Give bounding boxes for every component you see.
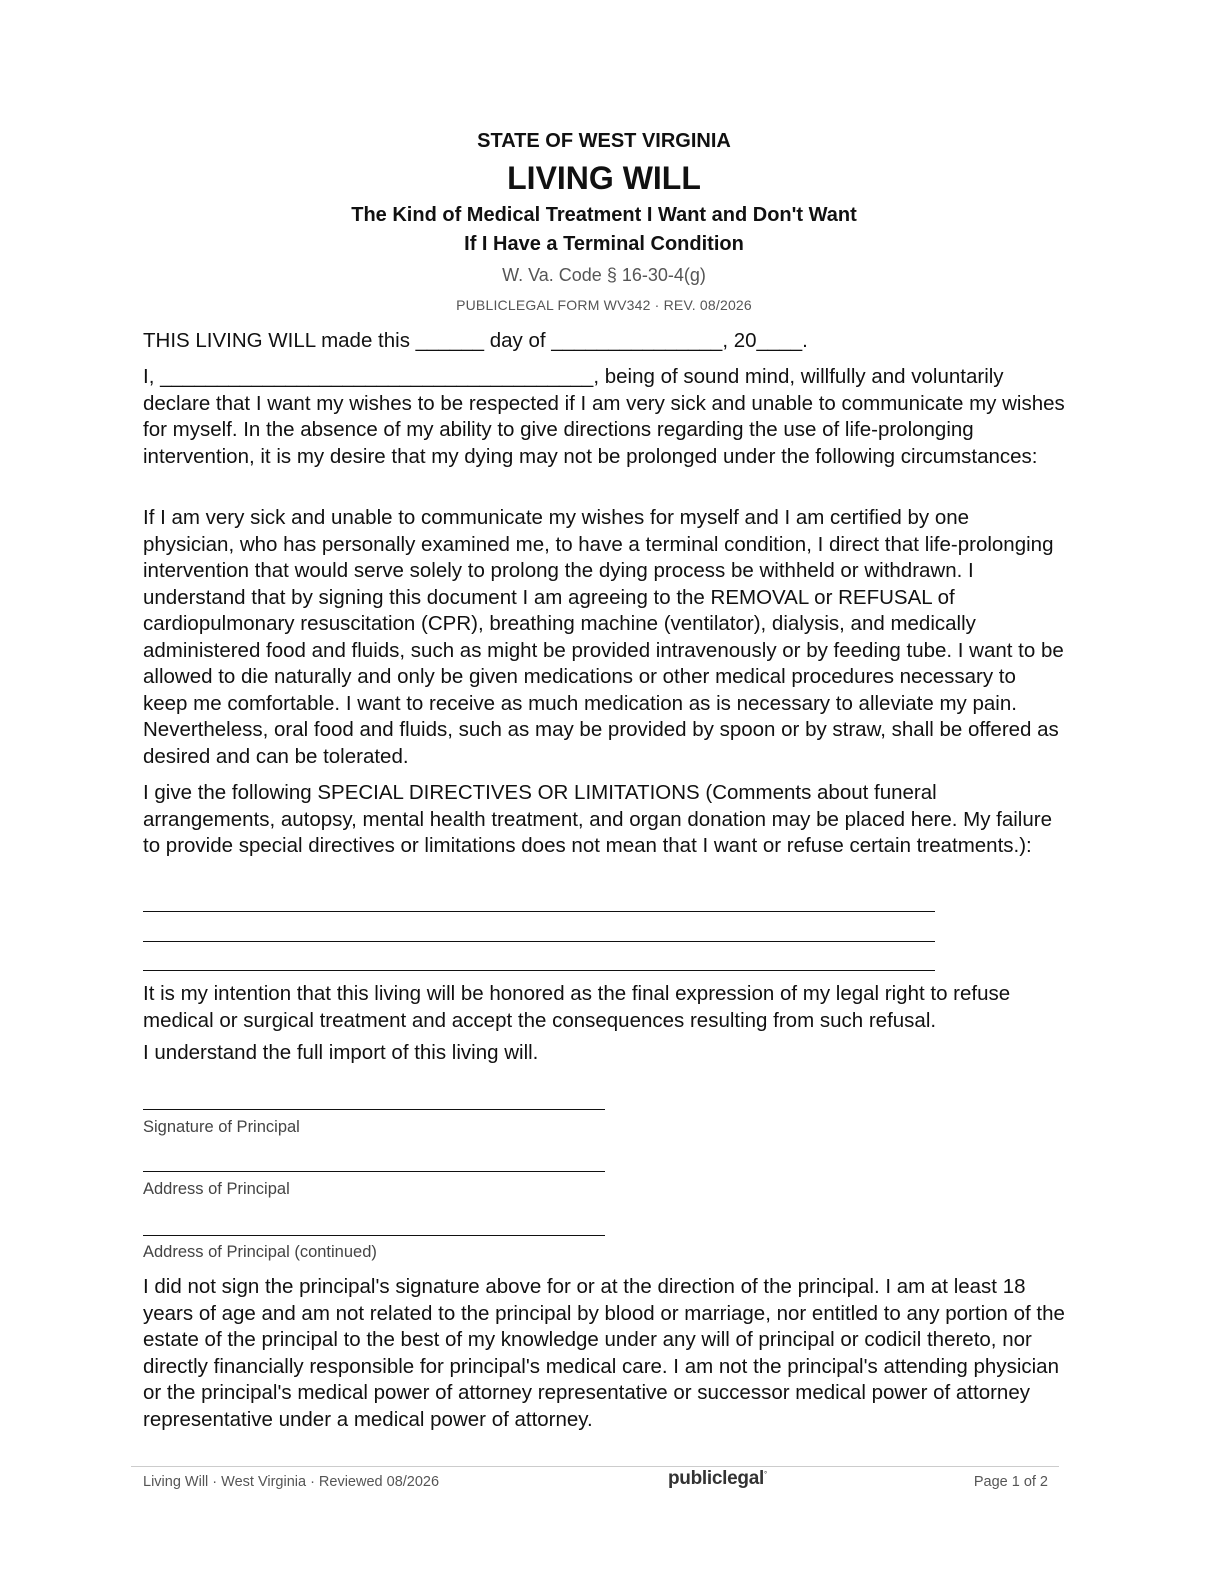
- declaration-paragraph: I, ______________________________________, being of sound mind, willfully and voluntarily declare that I want my wishes to be respected if I am very sick and unable to communicate my wishes for myself. In the absence of my ability to give directions regarding the use of life-prolonging intervention, it is my desire that my dying may not be prolonged under the following circumstances:: [143, 365, 1065, 468]
- witness-paragraph: I did not sign the principal's signature above for or at the direction of the principal. I am at least 18 years of age and am not related to the principal by blood or marriage, nor entitled to any portion of the estate of the principal to the best of my knowledge under any will of principal or codicil thereto, nor directly financially responsible for principal's medical care. I am not the principal's attending physician or the principal's medical power of attorney representative or successor medical power of attorney representative under a medical power of attorney.: [143, 1275, 1065, 1431]
- page-number: Page 1 of 2: [973, 1474, 1048, 1490]
- understanding-statement: I understand the full import of this living will.: [143, 1041, 539, 1064]
- footer-divider: [131, 1466, 1059, 1467]
- logo-text: publiclegal: [668, 1468, 764, 1489]
- subtitle-line-2: If I Have a Terminal Condition: [464, 233, 744, 255]
- special-directive-line-1[interactable]: [143, 911, 935, 912]
- signature-label: Signature of Principal: [143, 1118, 300, 1136]
- statute-citation: W. Va. Code § 16-30-4(g): [502, 265, 706, 285]
- address-continued-label: Address of Principal (continued): [143, 1243, 377, 1261]
- address-line[interactable]: [143, 1171, 605, 1172]
- address-continued-line[interactable]: [143, 1235, 605, 1236]
- publiclegal-logo: [668, 1468, 767, 1490]
- special-directive-line-2[interactable]: [143, 941, 935, 942]
- intention-paragraph: It is my intention that this living will be honored as the final expression of my legal right to refuse medical or surgical treatment and accept the consequences resulting from such refusal.: [143, 982, 1011, 1032]
- special-directives-paragraph: I give the following SPECIAL DIRECTIVES OR LIMITATIONS (Comments about funeral arrangements, autopsy, mental health treatment, and organ donation may be placed here. My failure to provide special directives or limitations does not mean that I want or refuse certain treatments.):: [143, 781, 1052, 857]
- made-date-line: THIS LIVING WILL made this ______ day of _______________, 20____.: [143, 329, 808, 352]
- special-directive-line-3[interactable]: [143, 970, 935, 971]
- state-heading: STATE OF WEST VIRGINIA: [477, 130, 731, 152]
- directive-paragraph: If I am very sick and unable to communicate my wishes for myself and I am certified by one physician, who has personally examined me, to have a terminal condition, I direct that life-prolonging intervention that would serve solely to prolong the dying process be withheld or withdrawn. I understand that by signing this document I am agreeing to the REMOVAL or REFUSAL of cardiopulmonary resuscitation (CPR), breathing machine (ventilator), dialysis, and medically administered food and fluids, such as might be provided intravenously or by feeding tube. I want to be allowed to die naturally and only be given medications or other medical procedures necessary to keep me comfortable. I want to receive as much medication as is necessary to alleviate my pain. Nevertheless, oral food and fluids, such as may be provided by spoon or by straw, shall be offered as desired and can be tolerated.: [143, 506, 1064, 768]
- document-title: LIVING WILL: [507, 160, 701, 196]
- form-identifier: PUBLICLEGAL FORM WV342 · REV. 08/2026: [456, 297, 752, 313]
- subtitle-line-1: The Kind of Medical Treatment I Want and Don't Want: [351, 204, 857, 226]
- address-label: Address of Principal: [143, 1180, 290, 1198]
- signature-line[interactable]: [143, 1109, 605, 1110]
- footer-document-info: Living Will · West Virginia · Reviewed 08/2026: [143, 1474, 440, 1490]
- logo-mark: °: [763, 1470, 767, 1479]
